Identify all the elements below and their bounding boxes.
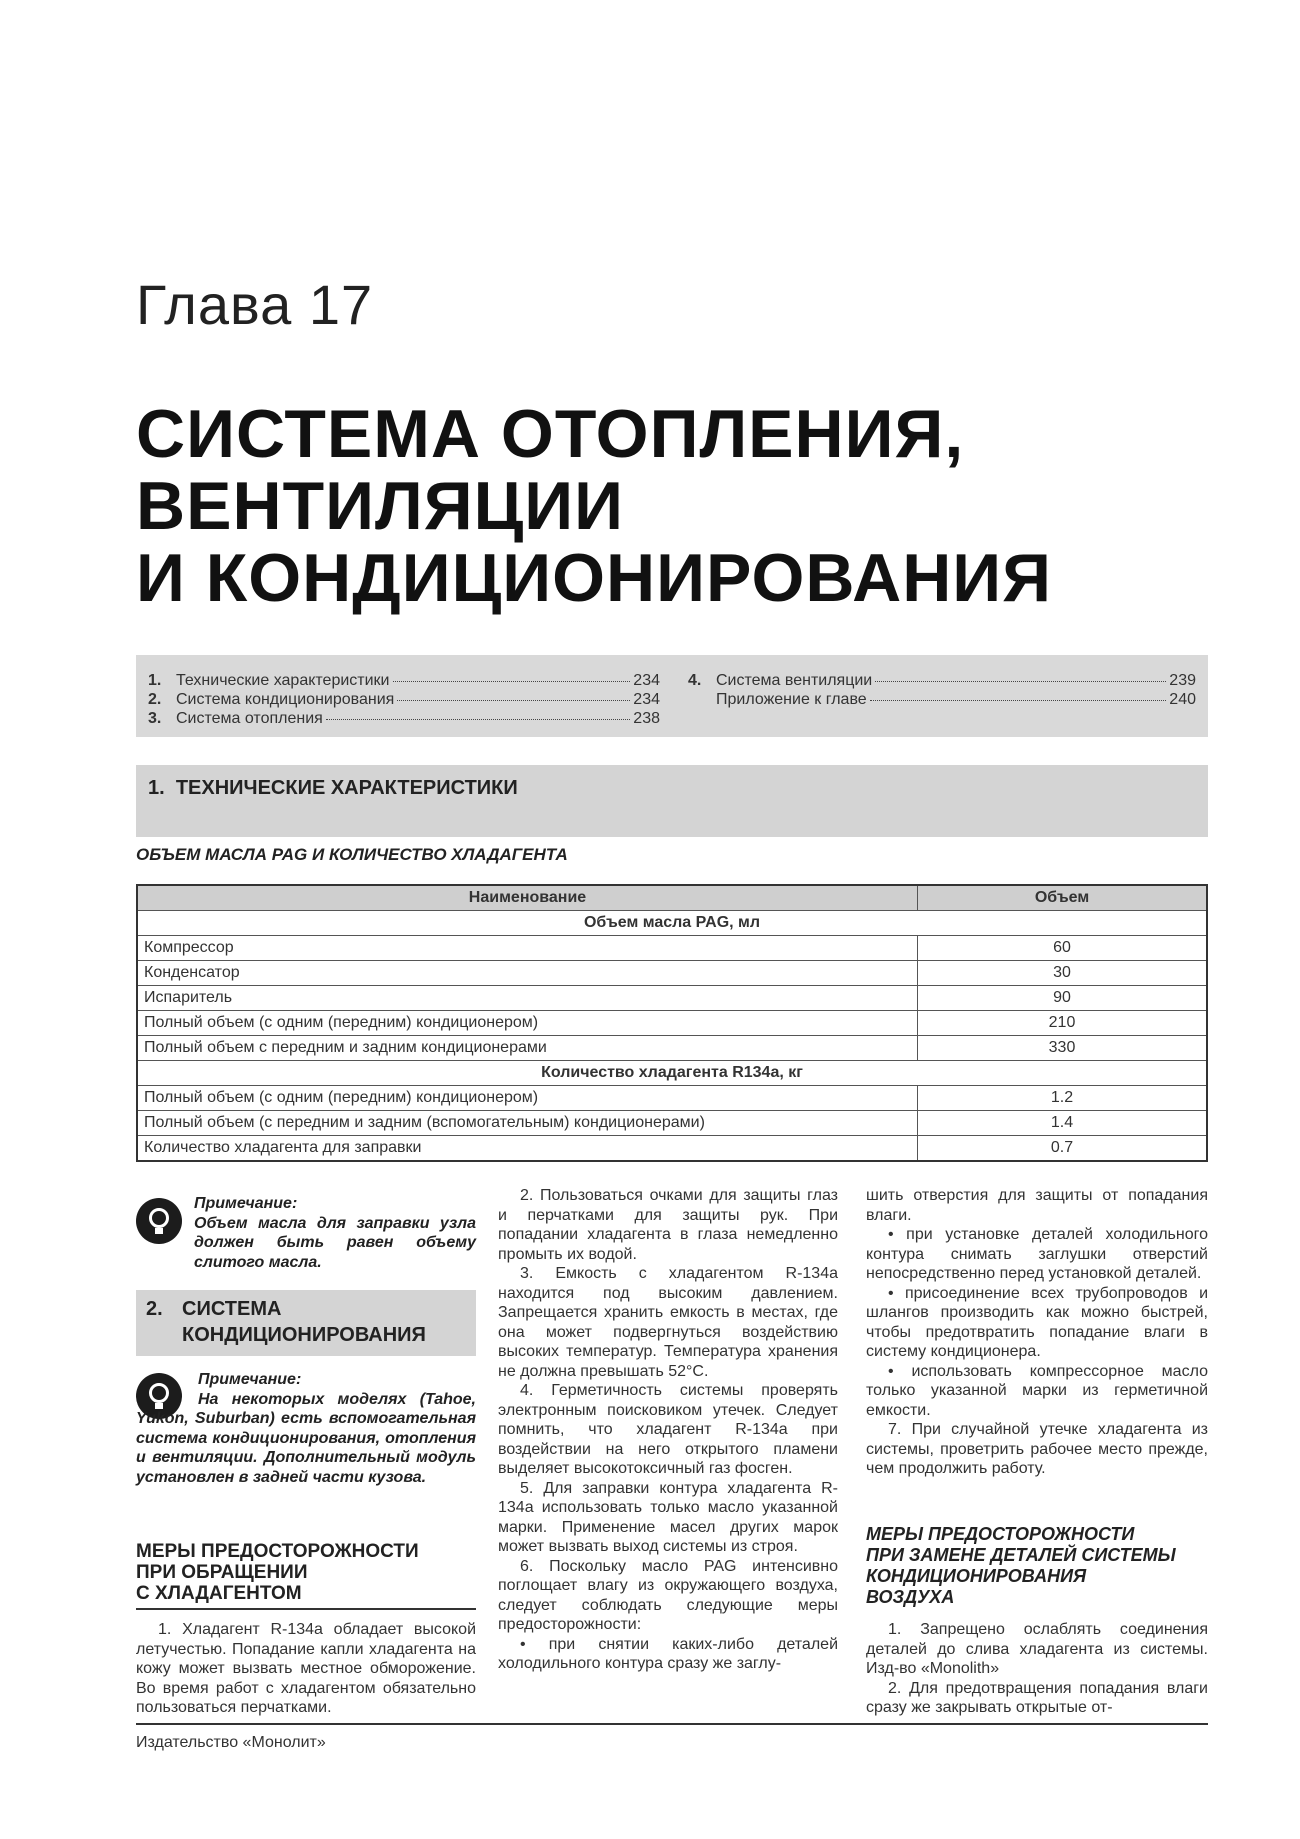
paragraph: шить отверстия для защиты от попадания влаги. <box>866 1187 1208 1224</box>
row-value: 0.7 <box>918 1136 1208 1162</box>
row-label: Полный объем (с одним (передним) кондиционером) <box>137 1011 918 1036</box>
section-title-line: КОНДИЦИОНИРОВАНИЯ <box>182 1324 426 1346</box>
paragraph: • при снятии каких-либо деталей холодильного контура сразу же заглу- <box>498 1635 838 1672</box>
toc-page: 240 <box>1169 691 1196 708</box>
paragraph: 5. Для заправки контура хладагента R-134a использовать только масло указанной марки. Применение масел других марок может вызвать выход системы из строя. <box>498 1479 838 1555</box>
table-caption: ОБЪЕМ МАСЛА PAG И КОЛИЧЕСТВО ХЛАДАГЕНТА <box>136 845 568 864</box>
title-line: ВЕНТИЛЯЦИИ <box>136 468 624 544</box>
toc-page: 239 <box>1169 672 1196 689</box>
section-number: 1. <box>148 777 165 799</box>
toc-text: Система кондиционирования <box>176 691 395 708</box>
row-label: Конденсатор <box>137 961 918 986</box>
toc-page: 234 <box>633 672 660 689</box>
publisher-footer: Издательство «Монолит» <box>136 1734 326 1751</box>
toc-entry[interactable] <box>688 691 1196 709</box>
heading-line: ПРИ ЗАМЕНЕ ДЕТАЛЕЙ СИСТЕМЫ <box>866 1545 1176 1565</box>
heading-line: МЕРЫ ПРЕДОСТОРОЖНОСТИ <box>866 1524 1135 1544</box>
row-label: Компрессор <box>137 936 918 961</box>
table-row <box>137 1086 1207 1111</box>
paragraph: 1. Запрещено ослаблять соединения деталей до слива хладагента из системы. Изд-во «Monolith» <box>866 1621 1208 1677</box>
table-row <box>137 936 1207 961</box>
spec-table <box>136 884 1208 1162</box>
subsection-heading <box>866 1524 1208 1608</box>
paragraph: 1. Хладагент R-134a обладает высокой летучестью. Попадание капли хладагента на кожу может вызвать местное обморожение. Во время работ с хладагентом обязательно пользоваться перчатками. <box>136 1621 476 1716</box>
heading-line: ПРИ ОБРАЩЕНИИ <box>136 1562 308 1583</box>
row-value: 1.4 <box>918 1111 1208 1136</box>
table-header-row <box>137 885 1207 911</box>
note-text: На некоторых моделях (Tahoe, Yukon, Suburban) есть вспомогательная система кондиционирования, отопления и вентиляции. Дополнительный модуль установлен в задней части кузова. <box>136 1390 476 1486</box>
chapter-title <box>136 398 1052 614</box>
row-value: 90 <box>918 986 1208 1011</box>
toc-leader <box>393 681 631 682</box>
toc-page: 238 <box>633 710 660 727</box>
toc-page: 234 <box>633 691 660 708</box>
table-row <box>137 1036 1207 1061</box>
paragraph: 2. Для предотвращения попадания влаги сразу же закрывать открытые от- <box>866 1679 1208 1716</box>
section-heading-bar <box>136 765 1208 837</box>
toc-number: 4. <box>688 672 702 689</box>
note-label: Примечание: <box>198 1371 302 1388</box>
row-value: 210 <box>918 1011 1208 1036</box>
toc-entry[interactable] <box>148 691 660 709</box>
note-label: Примечание: <box>194 1195 298 1212</box>
lightbulb-icon <box>136 1198 182 1244</box>
toc-text: Приложение к главе <box>716 691 867 708</box>
table-row <box>137 961 1207 986</box>
heading-line: ВОЗДУХА <box>866 1587 955 1607</box>
table-row <box>137 1011 1207 1036</box>
row-value: 330 <box>918 1036 1208 1061</box>
section-number: 2. <box>146 1298 163 1320</box>
section-heading <box>148 777 518 800</box>
note-text: Объем масла для заправки узла должен быть равен объему слитого масла. <box>194 1214 476 1271</box>
row-label: Испаритель <box>137 986 918 1011</box>
row-value: 30 <box>918 961 1208 986</box>
toc-text: Система вентиляции <box>716 672 873 689</box>
table-group-row <box>137 911 1207 936</box>
row-value: 60 <box>918 936 1208 961</box>
paragraph: • использовать компрессорное масло только указанной марки из герметичной емкости. <box>866 1362 1208 1419</box>
text-column <box>866 1186 1208 1479</box>
table-group-row <box>137 1061 1207 1086</box>
subsection-heading <box>136 1541 476 1604</box>
text-column <box>866 1620 1208 1718</box>
title-line: СИСТЕМА ОТОПЛЕНИЯ, <box>136 396 965 472</box>
text-column <box>136 1620 476 1718</box>
text-column <box>498 1186 838 1674</box>
toc-entry[interactable] <box>148 710 660 728</box>
table-row <box>137 1136 1207 1162</box>
footer-rule <box>136 1723 1208 1725</box>
group-label: Количество хладагента R134a, кг <box>137 1061 1207 1086</box>
table-of-contents <box>136 655 1208 737</box>
table-row <box>137 1111 1207 1136</box>
toc-number: 1. <box>148 672 162 689</box>
toc-entry[interactable] <box>148 672 660 690</box>
column-header: Объем <box>918 885 1208 911</box>
heading-line: МЕРЫ ПРЕДОСТОРОЖНОСТИ <box>136 1541 419 1562</box>
row-label: Количество хладагента для заправки <box>137 1136 918 1162</box>
note-block <box>194 1194 476 1272</box>
paragraph: 4. Герметичность системы проверять электронным поисковиком утечек. Следует помнить, что хладагент R-134a при воздействии на него открытого пламени выделяет высокотоксичный газ фосген. <box>498 1382 838 1477</box>
toc-leader <box>326 719 630 720</box>
row-value: 1.2 <box>918 1086 1208 1111</box>
paragraph: 7. При случайной утечке хладагента из системы, проветрить рабочее место прежде, чем продолжить работу. <box>866 1421 1208 1477</box>
toc-leader <box>875 681 1166 682</box>
section-heading-bar <box>136 1290 476 1356</box>
paragraph: • при установке деталей холодильного контура снимать заглушки отверстий непосредственно перед установкой деталей. <box>866 1226 1208 1282</box>
paragraph: 6. Поскольку масло PAG интенсивно поглощает влагу из окружающего воздуха, следует соблюдать следующие меры предосторожности: <box>498 1557 838 1633</box>
toc-leader <box>397 700 630 701</box>
paragraph: 2. Пользоваться очками для защиты глаз и перчатками для защиты рук. При попадании хладагента в глаза немедленно промыть их водой. <box>498 1187 838 1263</box>
table-row <box>137 986 1207 1011</box>
row-label: Полный объем (с передним и задним (вспомогательным) кондиционерами) <box>137 1111 918 1136</box>
toc-number: 2. <box>148 691 162 708</box>
heading-rule <box>136 1608 476 1610</box>
note-block <box>136 1370 476 1487</box>
toc-leader <box>870 700 1167 701</box>
toc-number: 3. <box>148 710 162 727</box>
row-label: Полный объем с передним и задним кондиционерами <box>137 1036 918 1061</box>
toc-text: Технические характеристики <box>176 672 390 689</box>
section-title-line: СИСТЕМА <box>182 1298 282 1320</box>
column-header: Наименование <box>137 885 918 911</box>
toc-entry[interactable] <box>688 672 1196 690</box>
group-label: Объем масла PAG, мл <box>137 911 1207 936</box>
paragraph: • присоединение всех трубопроводов и шлангов производить как можно быстрей, чтобы предотвратить попадание влаги в систему кондиционера. <box>866 1284 1208 1360</box>
chapter-label: Глава 17 <box>136 273 374 336</box>
title-line: И КОНДИЦИОНИРОВАНИЯ <box>136 540 1053 616</box>
heading-line: КОНДИЦИОНИРОВАНИЯ <box>866 1566 1087 1586</box>
section-title: ТЕХНИЧЕСКИЕ ХАРАКТЕРИСТИКИ <box>175 777 518 799</box>
heading-line: С ХЛАДАГЕНТОМ <box>136 1583 302 1604</box>
toc-text: Система отопления <box>176 710 323 727</box>
row-label: Полный объем (с одним (передним) кондиционером) <box>137 1086 918 1111</box>
paragraph: 3. Емкость с хладагентом R-134a находится под высоким давлением. Запрещается хранить емкость в местах, где она может подвергнуться воздействию высоких температур. Температура хранения не должна превышать 52°C. <box>498 1265 838 1380</box>
